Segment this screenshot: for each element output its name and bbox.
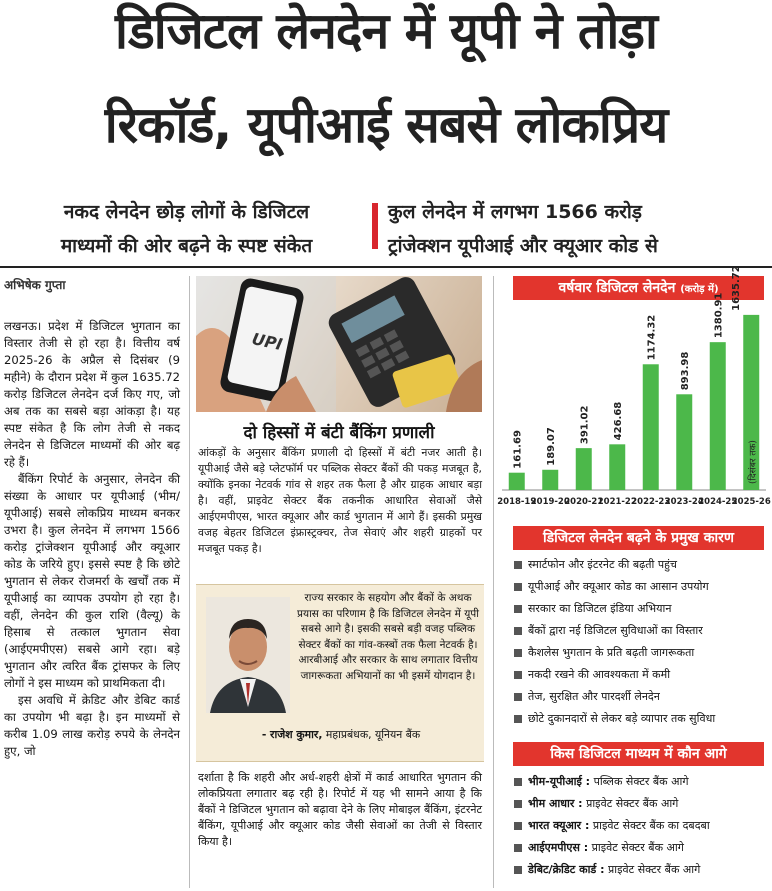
mode-name: भारत क्यूआर : — [528, 819, 590, 832]
mode-leader: प्राइवेट सेक्टर बैंक का दबदबा — [592, 819, 710, 832]
modes-list — [514, 771, 770, 881]
bullet-square-icon — [514, 800, 522, 808]
article-continuation: दर्शाता है कि शहरी और अर्ध-शहरी क्षेत्रों में कार्ड आधारित भुगतान की लोकप्रियता लगातार बढ़ रही है। रिपोर्ट में यह भी सामने आया है कि बैंकों ने डिजिटल भुगतान को बढ़ावा देने के लिए मोबाइल बैंकिंग, इंटरनेट बैंकिंग, यूपीआई और क्यूआर कोड जैसी सेवाओं का तेजी से विस्तार किया है। — [198, 771, 482, 848]
chart-bar — [509, 473, 525, 490]
chart-tick-label: 2019-20 — [530, 497, 570, 507]
reason-item — [514, 554, 770, 576]
chart-value-label: 1380.91 — [713, 292, 725, 339]
chart-tick-label: 2025-26 — [731, 497, 771, 507]
bullet-square-icon — [514, 693, 522, 701]
subhead-left-line-2: माध्यमों की ओर बढ़ने के स्पष्ट संकेत — [60, 235, 313, 257]
portrait-illustration — [206, 597, 290, 713]
chart-tick-label: 2021-22 — [597, 497, 637, 507]
chart-value-label: 1635.72 — [731, 265, 743, 311]
reason-text: बैंकों द्वारा नई डिजिटल सुविधाओं का विस्तार — [528, 624, 703, 637]
bullet-square-icon — [514, 822, 522, 830]
chart-bar — [542, 470, 558, 490]
section-title: दो हिस्सों में बंटी बैंकिंग प्रणाली — [243, 423, 435, 443]
bullet-square-icon — [514, 866, 522, 874]
reason-item — [514, 664, 770, 686]
section-body: आंकड़ों के अनुसार बैंकिंग प्रणाली दो हिस्सों में बंटी नजर आती है। यूपीआई जैसे बड़े प्लेटफॉर्म पर पब्लिक सेक्टर बैंकों की पकड़ मजबूत है, क्योंकि इनका नेटवर्क गांव से शहर तक फैला है और ग्राहक आधार बड़ा है। वहीं, प्राइवेट सेक्टर बैंक तकनीक आधारित सेवाओं जैसे आईएमपीएस, भारत क्यूआर और कार्ड भुगतान में आगे हैं। इसकी प्रमुख वजह बेहतर डिजिटल इंफ्रास्ट्रक्चर, तेज सेवाएं और शहरी ग्राहकों पर मजबूत पकड़ है। — [198, 446, 482, 555]
chart-value-label: 893.98 — [680, 351, 692, 391]
quote-speaker-designation: महाप्रबंधक, यूनियन बैंक — [325, 728, 421, 741]
mode-item — [514, 771, 770, 793]
reason-text: यूपीआई और क्यूआर कोड का आसान उपयोग — [528, 580, 709, 593]
mode-name: भीम आधार : — [528, 797, 583, 810]
subhead-right — [388, 195, 768, 263]
photo-illustration — [196, 276, 482, 412]
bullet-square-icon — [514, 605, 522, 613]
author-byline: अभिषेक गुप्ता — [4, 278, 66, 292]
bullet-square-icon — [514, 627, 522, 635]
bullet-square-icon — [514, 715, 522, 723]
bullet-square-icon — [514, 583, 522, 591]
reasons-title: डिजिटल लेनदेन बढ़ने के प्रमुख कारण — [513, 526, 764, 550]
bullet-square-icon — [514, 671, 522, 679]
reason-text: नकदी रखने की आवश्यकता में कमी — [528, 668, 671, 681]
mode-item — [514, 859, 770, 881]
bullet-square-icon — [514, 649, 522, 657]
mode-leader: प्राइवेट सेक्टर बैंक आगे — [608, 863, 701, 876]
mode-item — [514, 837, 770, 859]
quote-credit — [200, 727, 482, 742]
chart-unit: (करोड़ में) — [680, 284, 719, 295]
chart-annotation: (दिसंबर तक) — [748, 440, 759, 484]
chart-value-label: 189.07 — [546, 427, 558, 466]
reason-text: स्मार्टफोन और इंटरनेट की बढ़ती पहुंच — [528, 558, 677, 571]
chart-value-label: 426.68 — [613, 401, 625, 441]
reason-item — [514, 620, 770, 642]
subhead-right-line-1: कुल लेनदेन में लगभग 1566 करोड़ — [388, 201, 642, 223]
reason-item — [514, 576, 770, 598]
article-paragraph-2: बैंकिंग रिपोर्ट के अनुसार, लेनदेन की संख्या के आधार पर यूपीआई (भीम/यूपीआई) सबसे लोकप्रिय माध्यम बनकर उभरा है। कुल लेनदेन में लगभग 1566 करोड़ ट्रांजेक्शन यूपीआई और क्यूआर कोड के जरिये हुए। इससे स्पष्ट है कि छोटे भुगतान से लेकर रोजमर्रा के खर्चों तक में यूपीआई का व्यापक उपयोग हो रहा है। वहीं, लेनदेन की कुल राशि (वैल्यू) के हिसाब से तत्काल भुगतान सेवा (आईएमपीएस) सबसे आगे रहा। बड़े भुगतान और त्वरित बैंक ट्रांसफर के लिए लोगों ने इस माध्यम को प्राथमिकता दी। — [4, 472, 180, 690]
reason-text: कैशलेस भुगतान के प्रति बढ़ती जागरूकता — [528, 646, 695, 659]
reason-item — [514, 708, 770, 730]
speaker-portrait — [206, 597, 290, 713]
reason-text: सरकार का डिजिटल इंडिया अभियान — [528, 602, 672, 615]
chart-value-label: 391.02 — [579, 405, 591, 445]
column-separator-2 — [493, 276, 494, 888]
reasons-list — [514, 554, 770, 730]
headline-line-2: रिकॉर्ड, यूपीआई सबसे लोकप्रिय — [104, 96, 668, 154]
chart-tick-label: 2020-21 — [564, 497, 604, 507]
mode-leader: प्राइवेट सेक्टर बैंक आगे — [591, 841, 684, 854]
headline-line-1: डिजिटल लेनदेन में यूपी ने तोड़ा — [115, 2, 657, 60]
chart-bar — [710, 342, 726, 490]
reason-item — [514, 598, 770, 620]
chart-tick-label: 2024-25 — [698, 497, 738, 507]
chart-tick-label: 2018-19 — [497, 497, 537, 507]
bullet-square-icon — [514, 778, 522, 786]
mode-leader: पब्लिक सेक्टर बैंक आगे — [593, 775, 689, 788]
article-body — [4, 318, 180, 888]
mode-name: भीम-यूपीआई : — [528, 775, 591, 788]
chart-bar — [576, 448, 592, 490]
reason-item — [514, 686, 770, 708]
reason-item — [514, 642, 770, 664]
article-paragraph-3: इस अवधि में क्रेडिट और डेबिट कार्ड का उपयोग भी बढ़ा है। इन माध्यमों से करीब 1.09 लाख करोड़ रुपये के लेनदेन हुए, जो — [4, 693, 180, 758]
quote-speaker-name: - राजेश कुमार, — [261, 728, 323, 741]
header-rule — [0, 266, 772, 268]
mode-item — [514, 815, 770, 837]
chart-tick-label: 2022-23 — [631, 497, 671, 507]
chart-value-label: 161.69 — [512, 430, 524, 469]
column-separator-1 — [189, 276, 190, 888]
mode-leader: प्राइवेट सेक्टर बैंक आगे — [586, 797, 679, 810]
chart-title-text: वर्षवार डिजिटल लेनदेन — [558, 280, 676, 296]
article-paragraph-1: लखनऊ। प्रदेश में डिजिटल भुगतान का विस्तार तेजी से हो रहा है। वित्तीय वर्ष 2025-26 के अप्रैल से दिसंबर (9 महीने) के दौरान प्रदेश में कुल 1635.72 करोड़ डिजिटल लेनदेन दर्ज किए गए, जो अब तक का सबसे बड़ा आंकड़ा है। यह स्पष्ट संकेत है कि लोग तेजी से नकद लेनदेन से डिजिटल माध्यमों की ओर बढ़ रहे हैं। — [4, 319, 180, 469]
modes-title: किस डिजिटल माध्यम में कौन आगे — [513, 742, 764, 766]
reason-text: छोटे दुकानदारों से लेकर बड़े व्यापार तक सुविधा — [528, 712, 716, 725]
subhead-left-line-1: नकद लेनदेन छोड़ लोगों के डिजिटल — [63, 201, 310, 223]
chart-title — [513, 276, 764, 300]
upi-logo-text: UPI — [250, 329, 285, 355]
chart-bar — [676, 394, 692, 490]
reason-text: तेज, सुरक्षित और पारदर्शी लेनदेन — [528, 690, 660, 703]
bullet-square-icon — [514, 561, 522, 569]
mode-name: डेबिट/क्रेडिट कार्ड : — [528, 863, 605, 876]
chart-tick-label: 2023-24 — [664, 497, 704, 507]
subhead-divider — [372, 203, 378, 249]
quote-text: राज्य सरकार के सहयोग और बैंकों के अथक प्रयास का परिणाम है कि डिजिटल लेनदेन में यूपी सबसे आगे है। इसकी सबसे बड़ी वजह पब्लिक सेक्टर बैंकों का गांव-कस्बों तक फैला नेटवर्क है। आरबीआई और सरकार के साथ लगातार वित्तीय जागरूकता अभियानों का भी इसमें योगदान है। — [297, 592, 479, 682]
mode-name: आईएमपीएस : — [528, 841, 589, 854]
subhead-left — [8, 195, 365, 263]
chart-bar — [643, 364, 659, 490]
chart-bar — [609, 444, 625, 490]
upi-payment-photo — [196, 276, 482, 412]
bullet-square-icon — [514, 844, 522, 852]
mode-item — [514, 793, 770, 815]
subhead-right-line-2: ट्रांजेक्शन यूपीआई और क्यूआर कोड से — [388, 235, 658, 257]
chart-value-label: 1174.32 — [646, 314, 658, 361]
quote-box — [196, 584, 484, 762]
